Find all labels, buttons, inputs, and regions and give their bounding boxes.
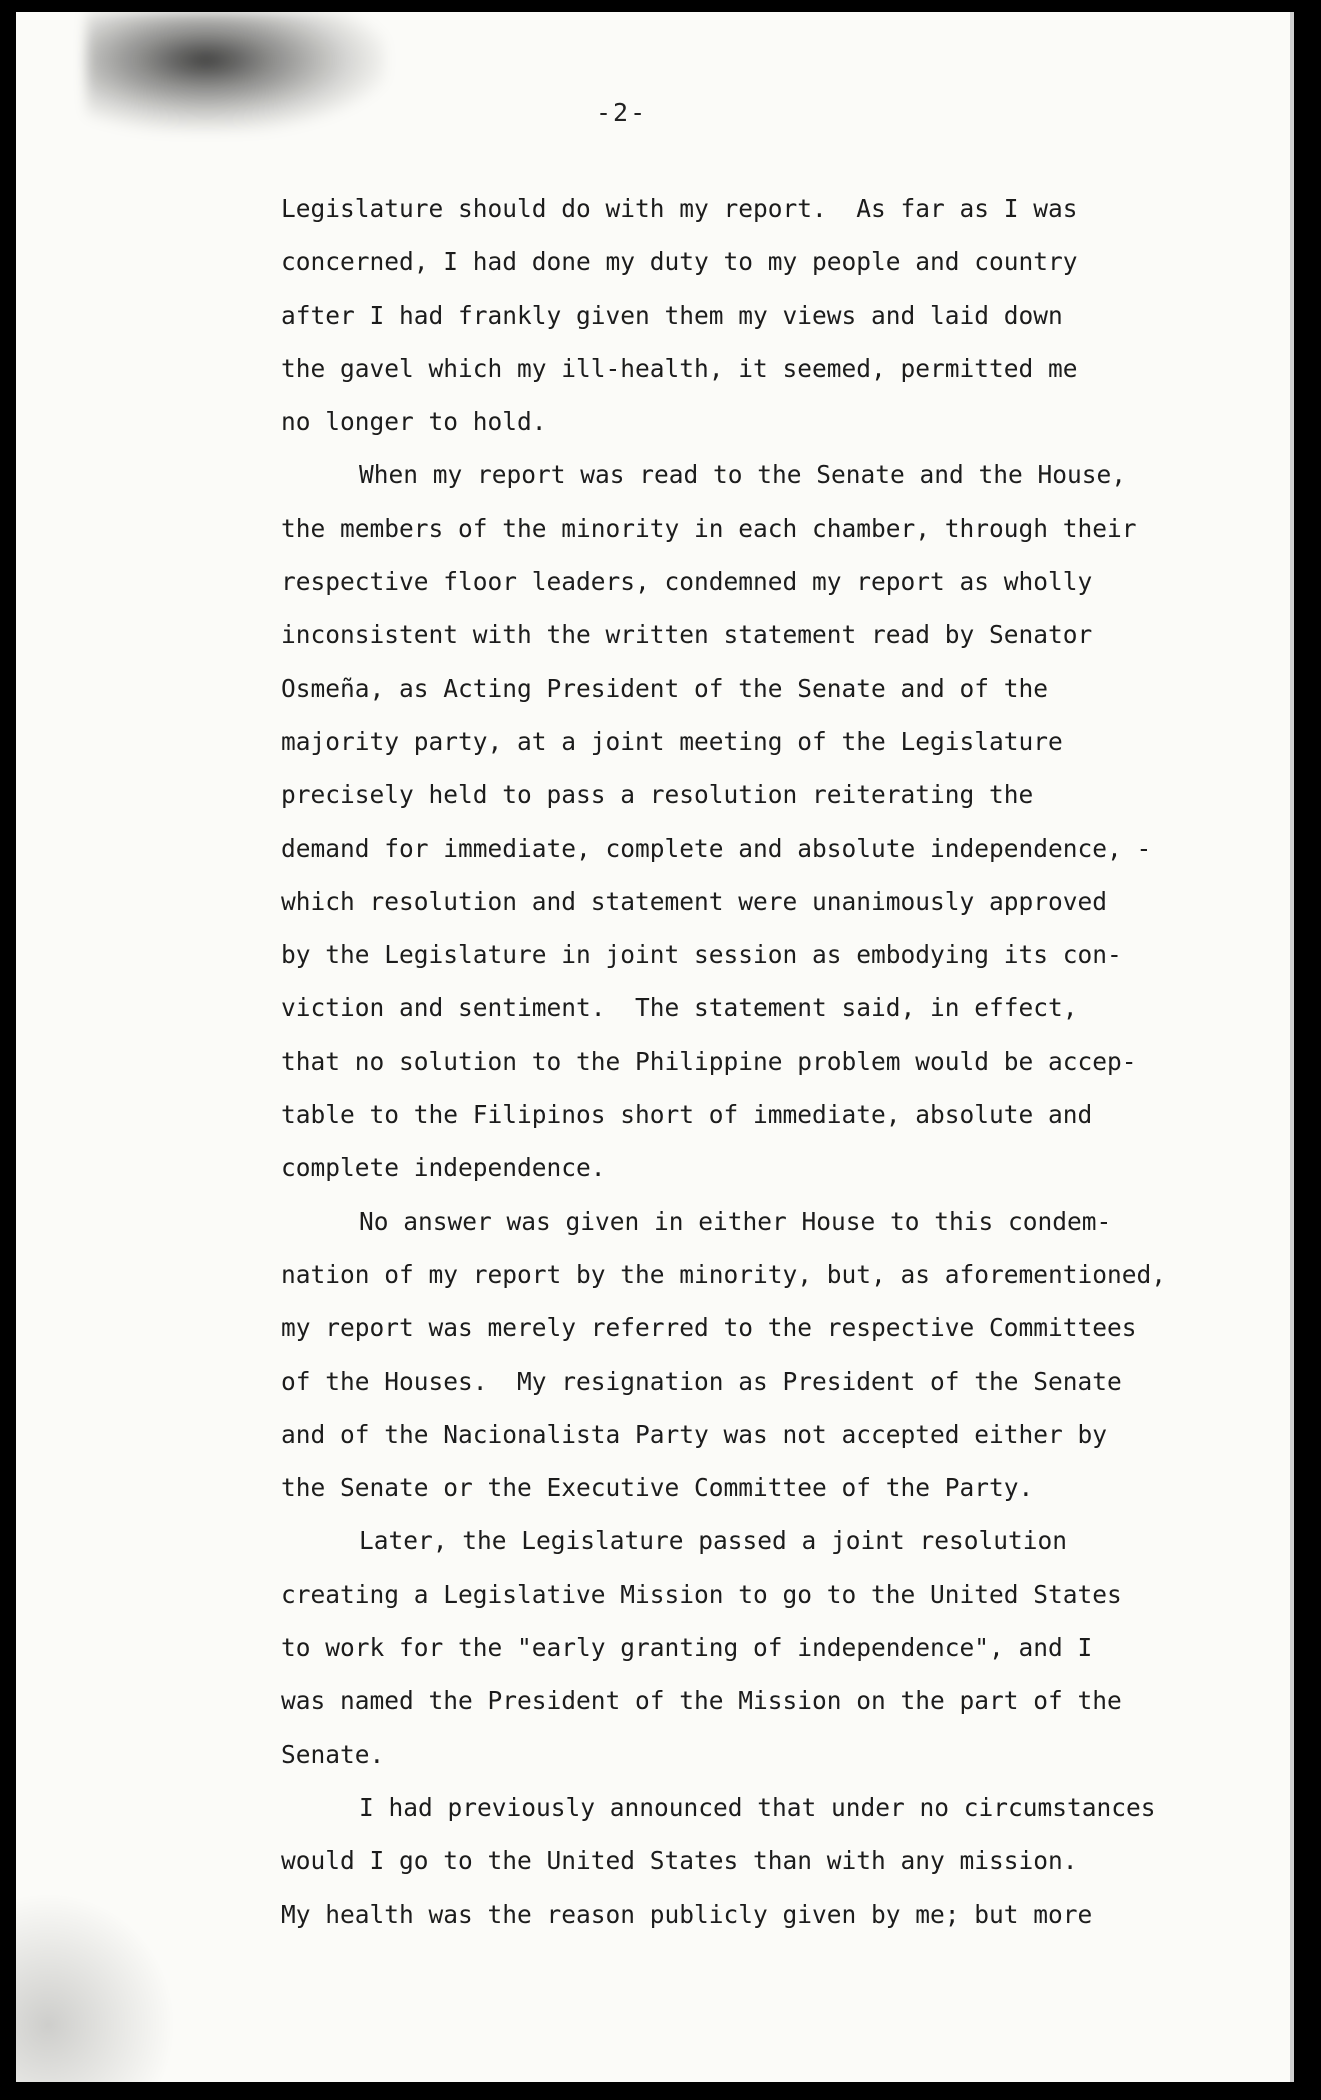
text-line: No answer was given in either House to this condem-	[359, 1206, 1112, 1236]
text-line: respective floor leaders, condemned my report as wholly	[281, 567, 1093, 597]
text-line: to work for the "early granting of independence", and I	[281, 1633, 1093, 1663]
body-text	[281, 182, 1241, 1941]
text-line: after I had frankly given them my views and laid down	[281, 300, 1063, 330]
text-line: concerned, I had done my duty to my people and country	[281, 247, 1078, 277]
text-line: precisely held to pass a resolution reiterating the	[281, 780, 1034, 810]
text-line: Osmeña, as Acting President of the Senate and of the	[281, 673, 1049, 703]
text-line: demand for immediate, complete and absolute independence, -	[281, 833, 1152, 863]
text-line: complete independence.	[281, 1153, 606, 1183]
text-line: of the Houses. My resignation as President of the Senate	[281, 1366, 1122, 1396]
text-line: would I go to the United States than with any mission.	[281, 1846, 1078, 1876]
text-line: creating a Legislative Mission to go to the United States	[281, 1579, 1122, 1609]
text-line: and of the Nacionalista Party was not accepted either by	[281, 1419, 1108, 1449]
text-line: was named the President of the Mission on the part of the	[281, 1686, 1122, 1716]
text-line: Later, the Legislature passed a joint resolution	[359, 1526, 1068, 1556]
text-line: my report was merely referred to the respective Committees	[281, 1313, 1137, 1343]
text-line: the members of the minority in each chamber, through their	[281, 513, 1137, 543]
text-line: When my report was read to the Senate and the House,	[359, 460, 1127, 490]
text-line: Legislature should do with my report. As far as I was	[281, 194, 1078, 223]
text-line: nation of my report by the minority, but, as aforementioned,	[281, 1259, 1167, 1289]
page-number: -2-	[596, 98, 648, 127]
text-line: inconsistent with the written statement read by Senator	[281, 620, 1093, 650]
text-line: My health was the reason publicly given by me; but more	[281, 1899, 1093, 1929]
document-page	[16, 12, 1294, 2082]
text-line: Senate.	[281, 1739, 385, 1769]
text-line: majority party, at a joint meeting of the Legislature	[281, 726, 1063, 756]
text-line: the gavel which my ill-health, it seemed, permitted me	[281, 353, 1078, 383]
text-line: by the Legislature in joint session as embodying its con-	[281, 940, 1122, 970]
text-line: the Senate or the Executive Committee of the Party.	[281, 1473, 1034, 1503]
text-line: I had previously announced that under no circumstances	[359, 1792, 1156, 1822]
text-line: no longer to hold.	[281, 407, 547, 437]
page-edge	[1290, 12, 1294, 2082]
text-line: table to the Filipinos short of immediate, absolute and	[281, 1100, 1093, 1130]
text-line: that no solution to the Philippine problem would be accep-	[281, 1046, 1137, 1076]
paper-stain	[16, 1892, 176, 2082]
text-line: which resolution and statement were unanimously approved	[281, 886, 1108, 916]
text-line: viction and sentiment. The statement said, in effect,	[281, 993, 1078, 1023]
ink-smudge	[86, 12, 386, 132]
